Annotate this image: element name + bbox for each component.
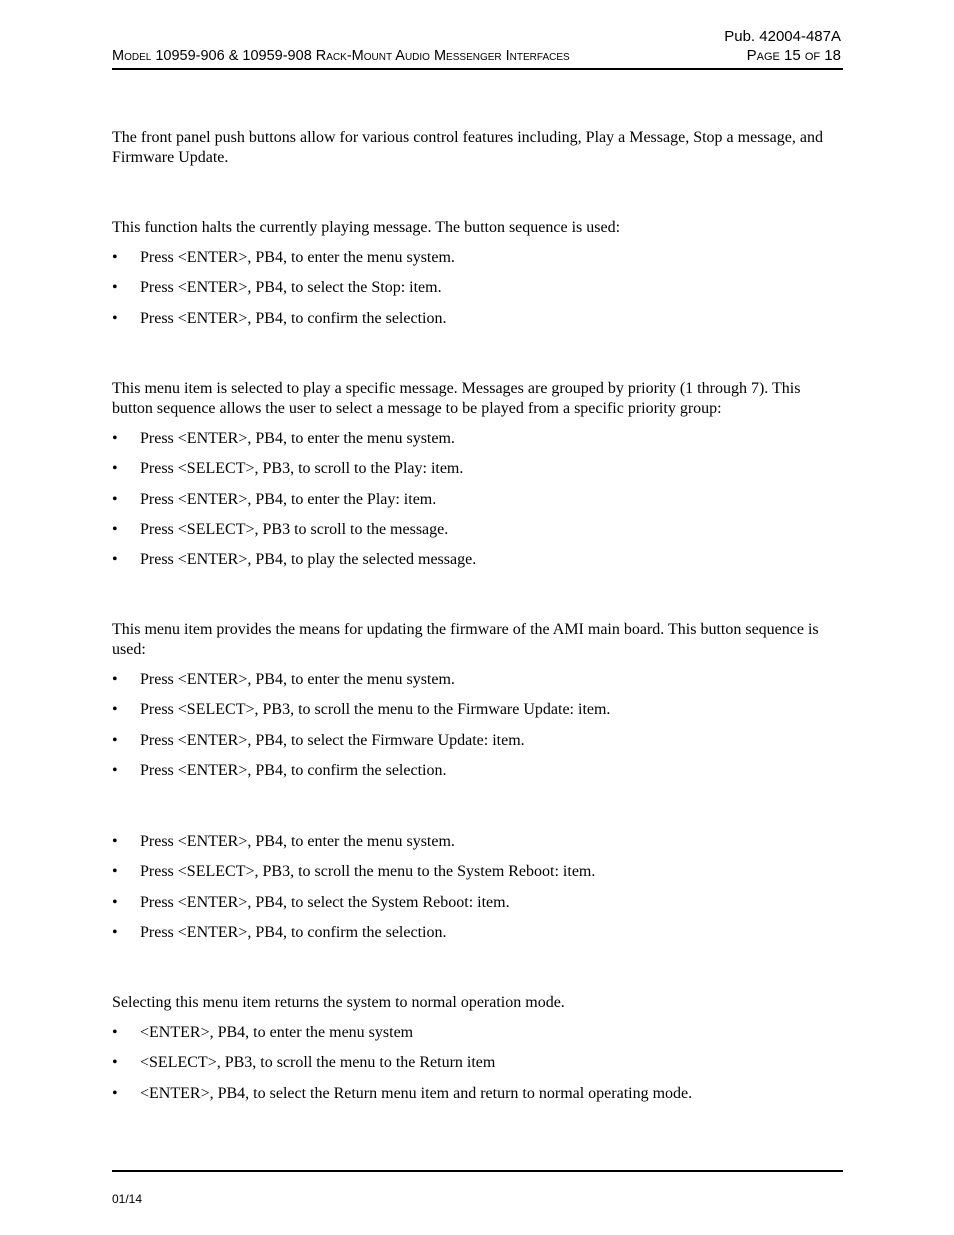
page-header (112, 28, 843, 70)
bullet-icon: • (112, 671, 118, 688)
list-item-text: Press <ENTER>, PB4, to enter the menu system. (140, 671, 455, 688)
list-item-text: <ENTER>, PB4, to enter the menu system (140, 1024, 414, 1041)
firmware-section (112, 620, 842, 791)
list-item (112, 550, 842, 580)
list-item-text: Press <ENTER>, PB4, to enter the Play: item. (140, 490, 437, 508)
bullet-icon: • (112, 430, 118, 447)
bullet-icon: • (112, 701, 118, 719)
list-item-text: Press <SELECT>, PB3, to scroll the menu to the Firmware Update: item. (140, 701, 611, 719)
list-item (112, 1053, 842, 1083)
list-item (112, 309, 842, 339)
play-paragraph: This menu item is selected to play a specific message. Messages are grouped by priority (1 through 7). This button sequence allows the user to select a message to be played from a specific priority group: (112, 380, 801, 417)
list-item (112, 490, 842, 520)
list-item (112, 1023, 842, 1053)
bullet-icon: • (112, 309, 118, 327)
bullet-icon: • (112, 731, 118, 749)
footer-date: 01/14 (112, 1192, 143, 1206)
list-item (112, 700, 842, 730)
bullet-icon: • (112, 520, 118, 538)
list-item-text: Press <SELECT>, PB3, to scroll to the Play: item. (140, 460, 464, 478)
list-item (112, 832, 842, 862)
list-item-text: Press <ENTER>, PB4, to select the System Reboot: item. (140, 893, 510, 911)
list-item (112, 923, 842, 953)
reboot-section (112, 832, 842, 953)
list-item-text: <ENTER>, PB4, to select the Return menu item and return to normal operating mode. (140, 1084, 693, 1102)
list-item-text: Press <ENTER>, PB4, to enter the menu system. (140, 430, 455, 447)
stop-paragraph: This function halts the currently playing message. The button sequence is used: (112, 219, 621, 236)
list-item-text: Press <ENTER>, PB4, to confirm the selection. (140, 309, 447, 327)
bullet-icon: • (112, 1054, 118, 1072)
return-section (112, 993, 842, 1114)
bullet-icon: • (112, 1084, 118, 1102)
document-title: Model 10959-906 & 10959-908 Rack-Mount Audio Messenger Interfaces (112, 48, 570, 64)
list-item-text: Press <ENTER>, PB4, to select the Stop: item. (140, 279, 442, 297)
firmware-paragraph: This menu item provides the means for updating the firmware of the AMI main board. This button sequence is used: (112, 621, 819, 658)
list-item (112, 761, 842, 791)
bullet-icon: • (112, 1024, 118, 1041)
list-item (112, 731, 842, 761)
list-item-text: Press <ENTER>, PB4, to confirm the selection. (140, 761, 447, 779)
list-item (112, 893, 842, 923)
list-item-text: Press <ENTER>, PB4, to enter the menu system. (140, 249, 455, 266)
list-item-text: Press <ENTER>, PB4, to select the Firmware Update: item. (140, 731, 525, 749)
bullet-icon: • (112, 279, 118, 297)
bullet-icon: • (112, 460, 118, 478)
bullet-icon: • (112, 833, 118, 850)
list-item (112, 520, 842, 550)
list-item-text: Press <ENTER>, PB4, to play the selected message. (140, 551, 477, 569)
play-section (112, 379, 842, 580)
list-item-text: Press <SELECT>, PB3, to scroll the menu to the System Reboot: item. (140, 863, 596, 881)
stop-section (112, 218, 842, 339)
bullet-icon: • (112, 551, 118, 569)
publication-number: Pub. 42004-487A (724, 28, 841, 45)
page-number: Page 15 of 18 (746, 47, 841, 64)
bullet-icon: • (112, 490, 118, 508)
list-item (112, 1084, 842, 1114)
intro-section (112, 128, 842, 168)
list-item (112, 459, 842, 489)
list-item (112, 862, 842, 892)
return-paragraph: Selecting this menu item returns the system to normal operation mode. (112, 994, 565, 1011)
list-item-text: Press <ENTER>, PB4, to enter the menu system. (140, 833, 455, 850)
footer-rule (112, 1170, 843, 1172)
list-item (112, 248, 842, 278)
list-item (112, 278, 842, 308)
bullet-icon: • (112, 923, 118, 941)
list-item-text: Press <SELECT>, PB3 to scroll to the message. (140, 520, 449, 538)
list-item (112, 670, 842, 700)
list-item-text: <SELECT>, PB3, to scroll the menu to the Return item (140, 1054, 496, 1072)
bullet-icon: • (112, 249, 118, 266)
list-item (112, 429, 842, 459)
bullet-icon: • (112, 863, 118, 881)
intro-paragraph: The front panel push buttons allow for various control features including, Play a Message, Stop a message, and Firmware Update. (112, 129, 823, 166)
list-item-text: Press <ENTER>, PB4, to confirm the selection. (140, 923, 447, 941)
bullet-icon: • (112, 893, 118, 911)
bullet-icon: • (112, 761, 118, 779)
